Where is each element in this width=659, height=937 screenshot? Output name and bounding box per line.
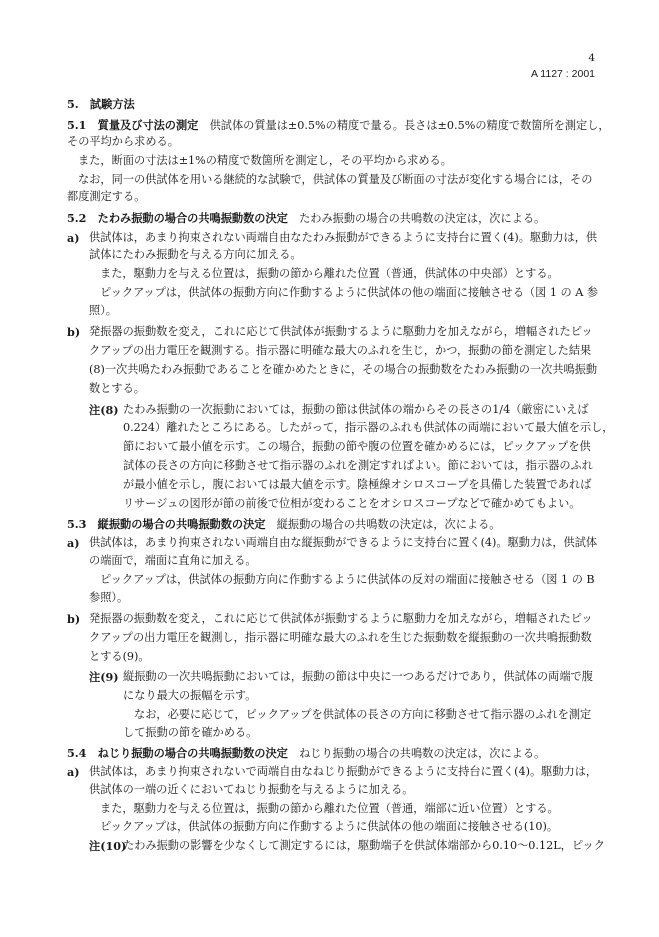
note-line: になり最大の振幅を示す。: [123, 689, 257, 702]
section-5-4: 5.4 ねじり振動の場合の共鳴振動数の決定 ねじり振動の場合の共鳴数の決定は，次による。: [67, 746, 546, 760]
body-line: とする(9)。: [89, 650, 150, 663]
section-5-2: 5.2 たわみ振動の場合の共鳴振動数の決定 たわみ振動の場合の共鳴数の決定は，次による。: [67, 211, 546, 225]
body-line: なお，同一の供試体を用いる継続的な試験で，供試体の質量及び断面の寸法が変化する場合には，その: [78, 173, 593, 186]
note-line: して振動の節を確かめる。: [123, 726, 258, 739]
body-line: その平均から求める。: [67, 135, 179, 148]
body-line: また，断面の寸法は±1%の精度で数箇所を測定し，その平均から求める。: [78, 154, 452, 167]
body-line: ピックアップは，供試体の振動方向に作動するように供試体の他の端面に接触させる(10)。: [100, 820, 559, 833]
section-heading: 5. 試験方法: [67, 97, 135, 111]
body-line: ピックアップは，供試体の振動方向に作動するように供試体の他の端面に接触させる（図 1 の A 参: [100, 286, 599, 299]
body-line: 数とする。: [89, 382, 145, 395]
section-5-1: 5.1 質量及び寸法の測定 供試体の質量は±0.5%の精度で量る。長さは±0.5%の精度で数箇所を測定し，: [67, 118, 610, 132]
body-line: 試体にたわみ振動を与える方向に加える。: [89, 248, 302, 261]
note-line: リサージュの図形が節の前後で位相が変わることをオシロスコープなどで確かめてもよい。: [123, 497, 581, 510]
body-line: クアップの出力電圧を観測する。指示器に明確な最大のふれを生じ，かつ，振動の節を測定した結果: [89, 344, 592, 357]
standard-number: A 1127 : 2001: [530, 68, 595, 80]
list-item-a: a) 供試体は，あまり拘束されない両端自由なたわみ振動ができるように支持台に置く(4)。駆動力は，供: [67, 231, 598, 245]
section-5-3: 5.3 縦振動の場合の共鳴振動数の決定 縦振動の場合の共鳴数の決定は，次による。: [67, 517, 501, 531]
body-line: 参照）。: [89, 591, 129, 604]
body-line: ピックアップは，供試体の振動方向に作動するように供試体の反対の端面に接触させる（図 1 の B: [100, 573, 595, 586]
note-line: 試体の長さの方向に移動させて指示器のふれを測定すればよい。節においては，指示器のふれ: [123, 459, 593, 472]
page-number: 4: [588, 52, 595, 64]
body-line: 供試体の一端の近くにおいてねじり振動を与えるように加える。: [89, 783, 414, 796]
body-line: 照）。: [89, 304, 117, 317]
note-line: なお，必要に応じて，ピックアップを供試体の長さの方向に移動させて指示器のふれを測定: [134, 708, 592, 721]
note-9: 注(9) 縦振動の一次共鳴振動においては，振動の節は中央に一つあるだけであり，供試体の両端で腹: [89, 670, 593, 684]
note-line: が最小値を示し，腹においては最大値を示す。陰極線オシロスコープを具備した装置であれば: [123, 478, 592, 491]
body-line: の端面で，端面に直角に加える。: [89, 554, 257, 567]
list-item-a: a) 供試体は，あまり拘束されない両端自由な縦振動ができるように支持台に置く(4)。駆動力は，供試体: [67, 536, 598, 550]
list-item-b: b) 発振器の振動数を変え，これに応じて供試体が振動するように駆動力を加えながら，増幅されたピッ: [67, 612, 593, 626]
body-line: また，駆動力を与える位置は，振動の節から離れた位置（普通，端部に近い位置）とする。: [100, 802, 559, 815]
body-line: クアップの出力電圧を観測し，指示器に明確な最大のふれを生じた振動数を縦振動の一次共鳴振動数: [89, 631, 592, 644]
note-10: 注(10) たわみ振動の影響を少なくして測定するには，駆動端子を供試体端部から0.10～0.12L，ピック: [89, 839, 605, 853]
body-line: 都度測定する。: [67, 190, 146, 203]
note-8: 注(8) たわみ振動の一次振動においては，振動の節は供試体の端からその長さの1/4（厳密にいえば: [89, 403, 589, 417]
body-line: また，駆動力を与える位置は，振動の節から離れた位置（普通，供試体の中央部）とする。: [100, 267, 559, 280]
note-line: 節において最小値を示す。この場合，振動の節や腹の位置を確かめるには，ピックアップを供: [123, 440, 591, 453]
list-item-a: a) 供試体は，あまり拘束されないで両端自由なねじり振動ができるように支持台に置く(4)。駆動力は，: [67, 765, 598, 779]
note-line: 0.224）離れたところにある。したがって，指示器のふれも供試体の両端において最大値を示し，: [123, 421, 614, 434]
body-line: (8)一次共鳴たわみ振動であることを確かめたときに，その場合の振動数をたわみ振動の一次共鳴振動: [89, 363, 598, 376]
list-item-b: b) 発振器の振動数を変え，これに応じて供試体が振動するように駆動力を加えながら，増幅されたピッ: [67, 325, 593, 339]
